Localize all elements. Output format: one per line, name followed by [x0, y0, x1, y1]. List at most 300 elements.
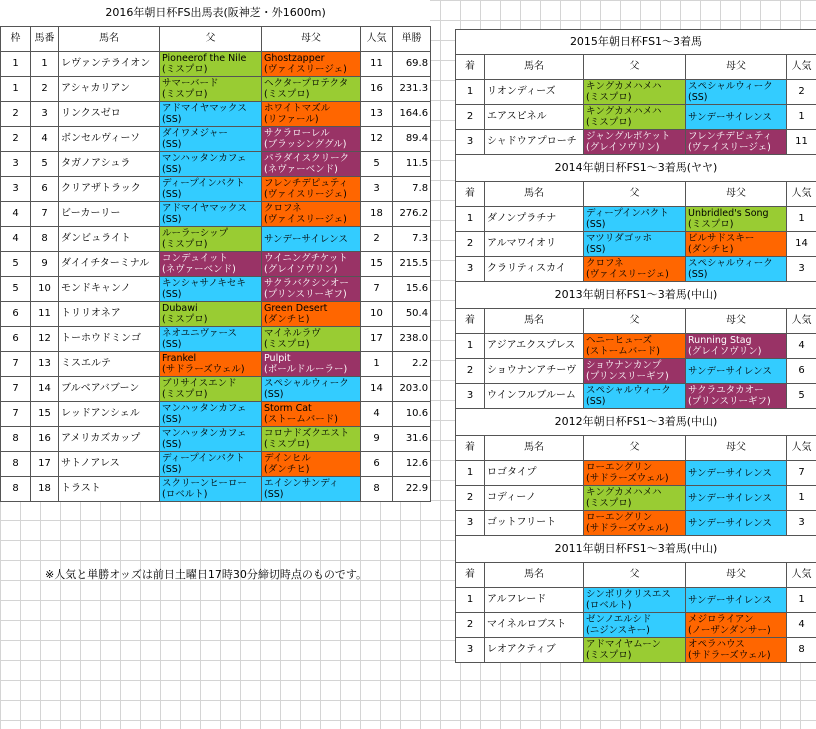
horse-name-cell: アジアエクスプレス	[485, 334, 584, 359]
dam-sire-cell-line2: (ストームバード)	[264, 414, 338, 425]
dam-sire-cell	[686, 638, 787, 663]
horse-name-cell: エアスピネル	[485, 105, 584, 130]
past-section-title-row	[456, 536, 816, 563]
horse-name-cell: アルフレード	[485, 588, 584, 613]
dam-sire-cell-line1: Storm Cat	[264, 403, 312, 414]
sire-cell	[160, 152, 262, 177]
table-row	[456, 486, 816, 511]
dam-sire-cell	[262, 177, 361, 202]
sire-cell-line1: ジャングルポケット	[586, 131, 671, 142]
past-header-popularity: 人気	[787, 182, 816, 207]
past-header-sire: 父	[584, 563, 686, 588]
odds-cell: 7.3	[393, 227, 431, 252]
table-row	[456, 511, 816, 536]
sire-cell-line1: ブリサイスエンド	[162, 378, 237, 389]
dam-sire-cell-line1: サンデーサイレンス	[688, 492, 772, 504]
sire-cell-line1: シンボリクリスエス	[586, 589, 671, 600]
sire-cell-line2: (ミスプロ)	[586, 117, 632, 128]
dam-sire-cell-line2: (ノーザンダンサー)	[688, 625, 771, 636]
popularity-cell: 4	[787, 613, 816, 638]
header-waku: 枠	[1, 27, 31, 52]
dam-sire-cell-line2: (ネヴァーベンド)	[264, 164, 338, 175]
finish-position-cell: 3	[456, 130, 485, 155]
past-section-title: 2011年朝日杯FS1～3着馬(中山)	[456, 536, 816, 563]
odds-cell: 276.2	[393, 202, 431, 227]
sire-cell	[584, 486, 686, 511]
past-section-title: 2015年朝日杯FS1～3着馬	[456, 30, 816, 55]
sire-cell	[160, 377, 262, 402]
past-header-pos: 着	[456, 309, 485, 334]
sire-cell	[160, 277, 262, 302]
waku-cell: 8	[1, 452, 31, 477]
sire-cell-line2: (ニジンスキー)	[586, 625, 650, 636]
dam-sire-cell	[686, 130, 787, 155]
horse-number-cell: 4	[31, 127, 59, 152]
sire-cell-line1: キングカメハメハ	[586, 487, 662, 498]
finish-position-cell: 3	[456, 511, 485, 536]
horse-number-cell: 15	[31, 402, 59, 427]
dam-sire-cell-line2: (リファール)	[264, 114, 319, 125]
horse-name-cell: リンクスゼロ	[59, 102, 160, 127]
popularity-cell: 15	[361, 252, 393, 277]
horse-name-cell: ミスエルテ	[59, 352, 160, 377]
sire-cell-line1: ダイワメジャー	[162, 128, 228, 139]
sire-cell-line2: (ミスプロ)	[586, 650, 632, 661]
sire-cell-line2: (ミスプロ)	[586, 92, 632, 103]
table-row	[1, 227, 431, 252]
past-header-pos: 着	[456, 436, 485, 461]
dam-sire-cell-line1: ビルサドスキー	[688, 233, 755, 244]
dam-sire-cell	[262, 452, 361, 477]
table-row	[456, 461, 816, 486]
sire-cell-line2: (SS)	[162, 339, 182, 350]
odds-cell: 89.4	[393, 127, 431, 152]
finish-position-cell: 1	[456, 207, 485, 232]
finish-position-cell: 2	[456, 613, 485, 638]
sire-cell-line2: (ミスプロ)	[586, 498, 632, 509]
table-row	[1, 52, 431, 77]
odds-cell: 164.6	[393, 102, 431, 127]
past-header-popularity: 人気	[787, 55, 816, 80]
past-results-panel	[455, 29, 816, 663]
horse-number-cell: 5	[31, 152, 59, 177]
popularity-cell: 7	[361, 277, 393, 302]
dam-sire-cell-line1: ヘクタープロテクタ	[264, 78, 349, 89]
sire-cell-line2: (SS)	[586, 396, 606, 407]
horse-name-cell: タガノアシュラ	[59, 152, 160, 177]
popularity-cell: 12	[361, 127, 393, 152]
header-name: 馬名	[59, 27, 160, 52]
sire-cell	[584, 511, 686, 536]
popularity-cell: 1	[787, 105, 816, 130]
waku-cell: 6	[1, 327, 31, 352]
waku-cell: 8	[1, 477, 31, 502]
waku-cell: 3	[1, 152, 31, 177]
finish-position-cell: 3	[456, 638, 485, 663]
finish-position-cell: 3	[456, 257, 485, 282]
dam-sire-cell-line1: サンデーサイレンス	[688, 517, 772, 529]
table-row	[456, 80, 816, 105]
dam-sire-cell	[262, 152, 361, 177]
finish-position-cell: 1	[456, 80, 485, 105]
sire-cell	[160, 127, 262, 152]
dam-sire-cell-line1: メジロライアン	[688, 614, 754, 625]
dam-sire-cell-line1: サンデーサイレンス	[688, 365, 772, 377]
past-header-pos: 着	[456, 563, 485, 588]
sire-cell	[160, 252, 262, 277]
horse-name-cell: レオアクティブ	[485, 638, 584, 663]
page-title: 2016年朝日杯FS出馬表(阪神芝・外1600m)	[105, 6, 326, 19]
past-section-title-row	[456, 155, 816, 182]
dam-sire-cell	[262, 327, 361, 352]
horse-name-cell: アシャカリアン	[59, 77, 160, 102]
popularity-cell: 14	[787, 232, 816, 257]
waku-cell: 8	[1, 427, 31, 452]
table-row	[1, 202, 431, 227]
sire-cell-line2: (SS)	[162, 189, 182, 200]
sire-cell	[584, 613, 686, 638]
header-dam-sire: 母父	[262, 27, 361, 52]
popularity-cell: 3	[787, 257, 816, 282]
horse-name-cell: ダノンプラチナ	[485, 207, 584, 232]
dam-sire-cell	[686, 257, 787, 282]
past-header-sire: 父	[584, 309, 686, 334]
dam-sire-cell	[686, 80, 787, 105]
table-row	[456, 638, 816, 663]
past-header-dam-sire: 母父	[686, 436, 787, 461]
sire-cell-line2: (ミスプロ)	[162, 314, 208, 325]
popularity-cell: 5	[787, 384, 816, 409]
popularity-cell: 2	[361, 227, 393, 252]
table-row	[1, 327, 431, 352]
dam-sire-cell-line1: サンデーサイレンス	[264, 233, 348, 245]
entries-header-row	[1, 27, 431, 52]
dam-sire-cell-line1: デインヒル	[264, 453, 311, 464]
dam-sire-cell	[686, 511, 787, 536]
dam-sire-cell	[262, 252, 361, 277]
header-ban: 馬番	[31, 27, 59, 52]
table-row	[456, 588, 816, 613]
popularity-cell: 2	[787, 80, 816, 105]
popularity-cell: 18	[361, 202, 393, 227]
sire-cell-line1: Pioneerof the Nile	[162, 53, 247, 64]
dam-sire-cell-line2: (プリンスリーギフ)	[264, 289, 347, 300]
past-header-name: 馬名	[485, 55, 584, 80]
past-results-table	[455, 29, 816, 663]
sire-cell-line2: (サドラーズウェル)	[586, 473, 669, 484]
table-row	[1, 277, 431, 302]
dam-sire-cell-line2: (ダンチヒ)	[264, 464, 310, 475]
horse-name-cell: ロゴタイプ	[485, 461, 584, 486]
odds-cell: 12.6	[393, 452, 431, 477]
waku-cell: 4	[1, 202, 31, 227]
past-header-row	[456, 436, 816, 461]
horse-name-cell: ダイイチターミナル	[59, 252, 160, 277]
dam-sire-cell-line1: サンデーサイレンス	[688, 467, 772, 479]
popularity-cell: 1	[361, 352, 393, 377]
sire-cell-line2: (SS)	[162, 114, 182, 125]
popularity-cell: 6	[787, 359, 816, 384]
sire-cell	[160, 452, 262, 477]
dam-sire-cell-line2: (プリンスリーギフ)	[688, 396, 771, 407]
sire-cell	[160, 102, 262, 127]
finish-position-cell: 3	[456, 384, 485, 409]
horse-name-cell: サトノアレス	[59, 452, 160, 477]
dam-sire-cell-line1: フレンチデピュティ	[688, 131, 773, 142]
past-header-popularity: 人気	[787, 563, 816, 588]
dam-sire-cell	[262, 102, 361, 127]
waku-cell: 7	[1, 377, 31, 402]
sire-cell-line1: サマーバード	[162, 78, 219, 89]
dam-sire-cell-line2: (ダンチヒ)	[688, 244, 734, 255]
past-header-sire: 父	[584, 182, 686, 207]
waku-cell: 7	[1, 352, 31, 377]
sire-cell	[160, 177, 262, 202]
sire-cell	[584, 130, 686, 155]
sire-cell-line2: (SS)	[162, 464, 182, 475]
dam-sire-cell	[686, 207, 787, 232]
horse-name-cell: レヴァンテライオン	[59, 52, 160, 77]
dam-sire-cell	[262, 402, 361, 427]
horse-number-cell: 13	[31, 352, 59, 377]
table-row	[456, 232, 816, 257]
waku-cell: 1	[1, 52, 31, 77]
sire-cell-line2: (SS)	[162, 414, 182, 425]
sire-cell-line1: ディープインパクト	[162, 453, 245, 464]
horse-name-cell: クリアザトラック	[59, 177, 160, 202]
sire-cell-line1: ディープインパクト	[586, 208, 669, 219]
sire-cell-line1: アドマイヤマックス	[162, 203, 247, 214]
popularity-cell: 11	[361, 52, 393, 77]
dam-sire-cell	[262, 277, 361, 302]
sire-cell-line1: ヘニーヒューズ	[586, 335, 653, 346]
horse-number-cell: 6	[31, 177, 59, 202]
popularity-cell: 6	[361, 452, 393, 477]
dam-sire-cell-line1: サクラバクシンオー	[264, 278, 349, 289]
finish-position-cell: 2	[456, 232, 485, 257]
sire-cell	[584, 359, 686, 384]
table-row	[1, 152, 431, 177]
sire-cell	[584, 334, 686, 359]
past-section-title-row	[456, 30, 816, 55]
horse-number-cell: 2	[31, 77, 59, 102]
past-header-dam-sire: 母父	[686, 563, 787, 588]
sire-cell-line2: (ミスプロ)	[162, 389, 208, 400]
odds-cell: 238.0	[393, 327, 431, 352]
past-header-row	[456, 309, 816, 334]
sire-cell	[160, 227, 262, 252]
dam-sire-cell	[686, 613, 787, 638]
dam-sire-cell	[686, 461, 787, 486]
entries-table	[0, 0, 431, 502]
sire-cell-line2: (グレイソヴリン)	[586, 142, 660, 153]
past-header-name: 馬名	[485, 309, 584, 334]
dam-sire-cell-line1: サクラユタカオー	[688, 385, 764, 396]
sire-cell-line1: ショウナンカンプ	[586, 360, 662, 371]
sire-cell-line1: マツリダゴッホ	[586, 233, 653, 244]
sire-cell-line2: (ロベルト)	[586, 600, 632, 611]
popularity-cell: 16	[361, 77, 393, 102]
dam-sire-cell-line2: (SS)	[688, 269, 708, 280]
popularity-cell: 8	[361, 477, 393, 502]
dam-sire-cell-line1: ウイニングチケット	[264, 253, 348, 264]
horse-name-cell: コディーノ	[485, 486, 584, 511]
dam-sire-cell	[262, 202, 361, 227]
dam-sire-cell-line2: (ダンチヒ)	[264, 314, 310, 325]
sire-cell-line1: ゼンノエルシド	[586, 614, 652, 625]
waku-cell: 3	[1, 177, 31, 202]
sire-cell-line1: ローエングリン	[586, 512, 653, 523]
past-header-row	[456, 55, 816, 80]
finish-position-cell: 1	[456, 588, 485, 613]
dam-sire-cell-line2: (SS)	[264, 489, 284, 500]
dam-sire-cell-line1: Unbridled's Song	[688, 208, 769, 219]
sire-cell-line2: (ストームバード)	[586, 346, 660, 357]
past-header-sire: 父	[584, 436, 686, 461]
dam-sire-cell	[686, 334, 787, 359]
dam-sire-cell-line2: (SS)	[688, 92, 708, 103]
waku-cell: 5	[1, 277, 31, 302]
dam-sire-cell-line1: Ghostzapper	[264, 53, 325, 64]
dam-sire-cell-line1: サクラローレル	[264, 128, 330, 139]
horse-number-cell: 10	[31, 277, 59, 302]
table-row	[1, 252, 431, 277]
dam-sire-cell	[262, 52, 361, 77]
dam-sire-cell-line1: パラダイスクリーク	[264, 153, 350, 164]
dam-sire-cell-line1: Pulpit	[264, 353, 291, 364]
sire-cell	[160, 402, 262, 427]
odds-cell: 10.6	[393, 402, 431, 427]
dam-sire-cell-line2: (グレイソヴリン)	[264, 264, 338, 275]
dam-sire-cell-line2: (サドラーズウェル)	[688, 650, 771, 661]
table-row	[456, 334, 816, 359]
sire-cell-line1: ルーラーシップ	[162, 228, 229, 239]
dam-sire-cell-line2: (ヴァイスリージェ)	[264, 214, 347, 225]
dam-sire-cell-line2: (ミスプロ)	[264, 339, 310, 350]
past-header-row	[456, 563, 816, 588]
odds-cell: 203.0	[393, 377, 431, 402]
sire-cell-line2: (SS)	[162, 164, 182, 175]
popularity-cell: 17	[361, 327, 393, 352]
past-section-title-row	[456, 282, 816, 309]
waku-cell: 1	[1, 77, 31, 102]
finish-position-cell: 2	[456, 105, 485, 130]
past-header-popularity: 人気	[787, 309, 816, 334]
odds-cell: 15.6	[393, 277, 431, 302]
past-section-title-row	[456, 409, 816, 436]
sire-cell	[160, 427, 262, 452]
dam-sire-cell	[686, 105, 787, 130]
popularity-cell: 13	[361, 102, 393, 127]
sire-cell	[160, 302, 262, 327]
sire-cell	[160, 352, 262, 377]
sire-cell-line1: マンハッタンカフェ	[162, 153, 247, 164]
waku-cell: 7	[1, 402, 31, 427]
sire-cell-line2: (サドラーズウェル)	[586, 523, 669, 534]
table-row	[1, 377, 431, 402]
odds-cell: 11.5	[393, 152, 431, 177]
sire-cell-line1: ネオユニヴァース	[162, 328, 238, 339]
popularity-cell: 8	[787, 638, 816, 663]
past-header-pos: 着	[456, 182, 485, 207]
dam-sire-cell-line1: Green Desert	[264, 303, 328, 314]
table-row	[1, 477, 431, 502]
odds-note: ※人気と単勝オッズは前日土曜日17時30分締切時点のものです。	[45, 568, 367, 581]
dam-sire-cell-line1: サンデーサイレンス	[688, 594, 772, 606]
past-header-dam-sire: 母父	[686, 55, 787, 80]
sire-cell-line1: アドマイヤマックス	[162, 103, 247, 114]
table-row	[456, 130, 816, 155]
waku-cell: 6	[1, 302, 31, 327]
horse-name-cell: ゴットフリート	[485, 511, 584, 536]
horse-number-cell: 9	[31, 252, 59, 277]
popularity-cell: 9	[361, 427, 393, 452]
horse-name-cell: ウインフルブルーム	[485, 384, 584, 409]
waku-cell: 5	[1, 252, 31, 277]
dam-sire-cell	[262, 427, 361, 452]
popularity-cell: 4	[361, 402, 393, 427]
horse-name-cell: ブルベアバブーン	[59, 377, 160, 402]
sire-cell-line2: (サドラーズウェル)	[162, 364, 245, 375]
table-row	[456, 257, 816, 282]
table-row	[1, 302, 431, 327]
table-row	[1, 427, 431, 452]
dam-sire-cell-line2: (ヴァイスリージェ)	[264, 189, 347, 200]
sire-cell-line1: クロフネ	[586, 258, 624, 269]
sire-cell	[584, 80, 686, 105]
sire-cell	[584, 461, 686, 486]
sire-cell	[160, 202, 262, 227]
horse-name-cell: クラリティスカイ	[485, 257, 584, 282]
dam-sire-cell-line2: (ヴァイスリージェ)	[688, 142, 771, 153]
horse-name-cell: アルマワイオリ	[485, 232, 584, 257]
sire-cell-line2: (ミスプロ)	[162, 239, 208, 250]
horse-number-cell: 11	[31, 302, 59, 327]
horse-number-cell: 7	[31, 202, 59, 227]
dam-sire-cell-line2: (グレイソヴリン)	[688, 346, 762, 357]
header-sire: 父	[160, 27, 262, 52]
sire-cell	[584, 207, 686, 232]
past-header-pos: 着	[456, 55, 485, 80]
sire-cell-line1: アドマイヤムーン	[586, 639, 662, 650]
past-header-name: 馬名	[485, 436, 584, 461]
waku-cell: 2	[1, 102, 31, 127]
dam-sire-cell-line2: (ボールドルーラー)	[264, 364, 348, 375]
header-popularity: 人気	[361, 27, 393, 52]
table-row	[1, 127, 431, 152]
dam-sire-cell-line1: スペシャルウィーク	[264, 378, 349, 389]
horse-name-cell: レッドアンシェル	[59, 402, 160, 427]
table-row	[456, 359, 816, 384]
odds-cell: 50.4	[393, 302, 431, 327]
dam-sire-cell	[686, 384, 787, 409]
dam-sire-cell	[262, 377, 361, 402]
odds-cell: 31.6	[393, 427, 431, 452]
sire-cell	[160, 477, 262, 502]
finish-position-cell: 1	[456, 334, 485, 359]
horse-name-cell: ボンセルヴィーソ	[59, 127, 160, 152]
table-row	[456, 105, 816, 130]
horse-number-cell: 3	[31, 102, 59, 127]
dam-sire-cell	[686, 359, 787, 384]
dam-sire-cell-line2: (ミスプロ)	[264, 439, 310, 450]
past-section-title: 2014年朝日杯FS1～3着馬(ヤヤ)	[456, 155, 816, 182]
dam-sire-cell-line1: コロナドズクエスト	[264, 428, 350, 439]
popularity-cell: 14	[361, 377, 393, 402]
past-header-popularity: 人気	[787, 436, 816, 461]
sire-cell-line1: ディープインパクト	[162, 178, 245, 189]
dam-sire-cell	[262, 127, 361, 152]
